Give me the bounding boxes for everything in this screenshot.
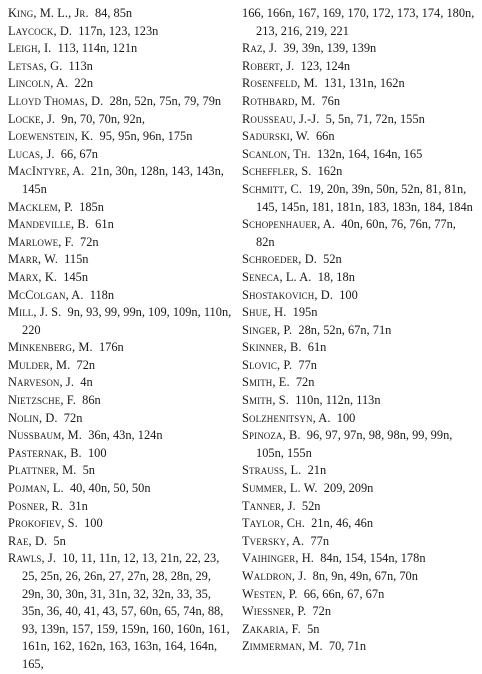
index-entry-pages: 118n: [89, 287, 115, 302]
index-entry-pages: 76n: [321, 93, 341, 108]
index-entry-pages: 100: [339, 287, 358, 302]
index-entry: [242, 621, 476, 639]
index-entry-pages: 22n: [74, 76, 94, 91]
index-entry: [242, 392, 476, 410]
index-entry: [8, 269, 234, 287]
index-entry-pages: 28n, 52n, 75n, 79, 79n: [109, 93, 222, 108]
index-entry-name: Zimmerman, M.: [242, 639, 323, 654]
index-entry-pages: 66n: [315, 129, 335, 144]
index-entry-pages: 209, 209n: [323, 481, 374, 496]
index-entry-name: Rothbard, M.: [242, 93, 316, 108]
index-entry: [242, 5, 476, 40]
index-entry-name: Plattner, M.: [8, 463, 77, 478]
index-entry-name: Taylor, Ch.: [242, 516, 305, 531]
index-entry-pages: 9n, 70, 70n, 92n,: [61, 111, 145, 126]
index-entry: [8, 480, 234, 498]
index-entry: [242, 251, 476, 269]
index-entry-name: Solzhenitsyn, A.: [242, 410, 331, 425]
index-entry-name: Laycock, D.: [8, 23, 73, 38]
index-entry-pages: 61n: [95, 217, 114, 232]
index-entry-pages: 9n, 93, 99, 99n, 109, 109n, 110n, 220: [22, 305, 232, 337]
index-entry: [8, 445, 234, 463]
index-entry-pages: 77n: [298, 357, 317, 372]
index-entry: [242, 638, 476, 656]
index-entry-name: Rawls, J.: [8, 551, 57, 566]
index-entry-pages: 72n: [295, 375, 315, 390]
index-entry-pages: 100: [84, 516, 103, 531]
index-entry-pages: 66, 67n: [60, 146, 98, 161]
index-entry: [242, 410, 476, 428]
index-entry-pages: 66, 66n, 67, 67n: [303, 586, 385, 601]
index-entry: [8, 304, 234, 339]
index-entry-pages: 84n, 154, 154n, 178n: [320, 551, 426, 566]
index-entry-pages: 4n: [80, 375, 93, 390]
index-entry-name: Prokofiev, S.: [8, 516, 78, 531]
index-entry-pages: 72n: [80, 234, 99, 249]
index-entry-pages: 96, 97, 97n, 98, 98n, 99, 99n, 105n, 155n: [256, 428, 453, 460]
index-entry: [8, 251, 234, 269]
index-entry-name: Waldron, J.: [242, 569, 307, 583]
index-entry-name: Tanner, J.: [242, 498, 296, 513]
index-entry: [8, 163, 234, 198]
index-entry-name: Pojman, L.: [8, 481, 64, 496]
index-entry-pages: 40, 40n, 50, 50n: [69, 481, 151, 496]
index-entry-name: Summer, L. W.: [242, 481, 318, 496]
index-entry-pages: 52n: [323, 252, 342, 267]
index-entry: [242, 427, 476, 462]
index-entry: [242, 58, 476, 76]
index-entry-name: Schopenhauer, A.: [242, 217, 336, 232]
index-entry-name: Smith, S.: [242, 393, 289, 408]
index-entry: [242, 339, 476, 357]
index-entry-name: Rosenfeld, M.: [242, 76, 318, 91]
index-entry-pages: 18, 18n: [317, 269, 355, 284]
index-entry: [8, 515, 234, 533]
index-entry: [242, 586, 476, 604]
index-entry-name: Marx, K.: [8, 269, 58, 284]
index-entry: [242, 304, 476, 322]
index-entry-name: Rae, D.: [8, 533, 48, 548]
index-entry-name: Slovic, P.: [242, 357, 293, 372]
index-entry-name: Mandeville, B.: [8, 217, 89, 232]
index-entry: [242, 462, 476, 480]
index-entry-pages: 132n, 164, 164n, 165: [316, 146, 423, 161]
index-entry: [8, 550, 234, 673]
index-entry-pages: 52n: [301, 498, 321, 513]
index-entry-name: Loewenstein, K.: [8, 129, 94, 144]
index-entry-name: Tversky, A.: [242, 533, 305, 548]
index-entry: [242, 216, 476, 251]
index-entry: [242, 374, 476, 392]
index-entry: [8, 23, 234, 41]
index-entry-name: Pasternak, B.: [8, 445, 82, 460]
index-entry-pages: 72n: [76, 357, 96, 372]
index-entry: [8, 146, 234, 164]
index-entry: [8, 40, 234, 58]
index-entry: [242, 40, 476, 58]
index-entry-name: Wiessner, P.: [242, 604, 307, 619]
index-entry: [8, 234, 234, 252]
index-entry-pages: 115n: [64, 252, 89, 267]
index-entry-name: Strauss, L.: [242, 463, 302, 478]
index-entry-pages: 95, 95n, 96n, 175n: [99, 129, 193, 144]
index-entry-pages: 100: [87, 445, 107, 460]
index-entry: [8, 533, 234, 551]
index-entry-pages: 185n: [79, 199, 104, 214]
index-entry-name: Raz, J.: [242, 41, 278, 56]
index-entry-pages: 72n: [312, 604, 332, 619]
index-entry-name: Nolin, D.: [8, 410, 58, 425]
index-entry-pages: 70, 71n: [328, 639, 367, 654]
index-entry: [8, 498, 234, 516]
index-column-right: [242, 5, 476, 656]
index-entry: [242, 287, 476, 305]
index-entry: [242, 550, 476, 568]
index-entry-name: Posner, R.: [8, 498, 63, 513]
index-entry: [8, 216, 234, 234]
index-entry: [8, 462, 234, 480]
index-entry-name: Spinoza, B.: [242, 428, 301, 443]
index-entry-name: Nussbaum, M.: [8, 428, 82, 443]
index-entry: [242, 128, 476, 146]
index-entry: [242, 93, 476, 111]
index-entry: [242, 75, 476, 93]
index-entry-name: Scheffler, S.: [242, 164, 312, 179]
index-entry-pages: 100: [336, 410, 356, 425]
index-entry: [242, 322, 476, 340]
index-entry: [242, 533, 476, 551]
index-entry: [8, 199, 234, 217]
index-entry-name: Marlowe, F.: [8, 234, 74, 249]
index-entry: [8, 339, 234, 357]
index-entry-name: Sadurski, W.: [242, 129, 310, 144]
index-entry-pages: 77n: [310, 533, 330, 548]
index-entry-name: Leigh, I.: [8, 41, 52, 56]
index-entry-pages: 72n: [63, 410, 83, 425]
index-entry-name: Singer, P.: [242, 322, 293, 337]
index-entry: [8, 5, 234, 23]
index-entry-pages: 5n: [53, 533, 66, 548]
index-entry-name: Scanlon, Th.: [242, 146, 311, 161]
index-entry: [242, 603, 476, 621]
index-entry-pages: 86n: [82, 393, 101, 408]
index-entry-name: Skinner, B.: [242, 340, 302, 355]
index-entry-pages: 162n: [317, 164, 343, 179]
index-entry: [242, 515, 476, 533]
index-entry: [242, 357, 476, 375]
index-entry-pages: 36n, 43n, 124n: [88, 428, 163, 443]
index-entry-pages: 39, 39n, 139, 139n: [283, 41, 377, 56]
index-entry-name: Shostakovich, D.: [242, 287, 334, 302]
index-column-left: [8, 5, 234, 674]
index-entry-name: Lucas, J.: [8, 146, 55, 161]
index-entry-name: Mill, J. S.: [8, 305, 62, 320]
index-entry-pages: 123, 124n: [300, 58, 351, 73]
index-entry-name: Marr, W.: [8, 252, 58, 267]
index-entry: [242, 111, 476, 129]
index-entry-pages: 21n, 46, 46n: [311, 516, 374, 531]
index-entry-name: Westen, P.: [242, 586, 298, 601]
index-entry-pages: 113n: [68, 58, 93, 73]
index-entry-name: Schmitt, C.: [242, 181, 303, 196]
index-entry-pages: 8n, 9n, 49n, 67n, 70n: [312, 569, 418, 583]
index-entry: [8, 75, 234, 93]
index-entry-name: Locke, J.: [8, 111, 56, 126]
index-entry-pages: 110n, 112n, 113n: [295, 393, 381, 408]
index-entry: [8, 287, 234, 305]
index-entry-pages: 61n: [307, 340, 327, 355]
index-entry: [242, 498, 476, 516]
index-entry-pages: 145n: [63, 269, 89, 284]
index-entry-pages: 28n, 52n, 67n, 71n: [298, 322, 392, 337]
index-entry-pages: 166, 166n, 167, 169, 170, 172, 173, 174, 180n, 213, 216, 219, 221: [242, 6, 475, 38]
index-entry: [8, 357, 234, 375]
index-entry-pages: 21n: [307, 463, 327, 478]
index-entry-pages: 113, 114n, 121n: [57, 41, 138, 56]
index-entry-name: Shue, H.: [242, 305, 287, 320]
index-entry: [242, 163, 476, 181]
index-entry-name: McColgan, A.: [8, 287, 84, 302]
index-entry-pages: 84, 85n: [94, 6, 133, 20]
index-entry-name: Mulder, M.: [8, 357, 71, 372]
index-entry-pages: 117n, 123, 123n: [78, 23, 159, 38]
index-entry-name: Narveson, J.: [8, 375, 75, 390]
index-entry-pages: 31n: [69, 498, 88, 513]
index-entry-pages: 40n, 60n, 76, 76n, 77n, 82n: [256, 217, 456, 249]
index-entry-pages: 21n, 30n, 128n, 143, 143n, 145n: [22, 164, 224, 196]
index-entry-pages: 19, 20n, 39n, 50n, 52n, 81, 81n, 145, 145n, 181, 181n, 183, 183n, 184, 184n: [256, 181, 473, 214]
index-entry-name: Rousseau, J.-J.: [242, 111, 320, 126]
index-entry-pages: 5n: [82, 463, 95, 478]
index-entry: [242, 568, 476, 586]
index-entry-name: Letsas, G.: [8, 58, 63, 73]
index-entry: [8, 58, 234, 76]
index-entry: [242, 146, 476, 164]
index-entry-name: Smith, E.: [242, 375, 290, 390]
index-entry-pages: 195n: [292, 305, 318, 320]
index-entry-name: Minkenberg, M.: [8, 340, 93, 355]
index-entry-pages: 5, 5n, 71, 72n, 155n: [325, 111, 425, 126]
index-entry-pages: 131, 131n, 162n: [324, 76, 405, 91]
index-entry-name: Lloyd Thomas, D.: [8, 93, 104, 108]
index-entry: [8, 427, 234, 445]
index-entry-name: Robert, J.: [242, 58, 295, 73]
index-entry: [242, 269, 476, 287]
index-entry-name: Seneca, L. A.: [242, 269, 312, 284]
index-entry: [8, 410, 234, 428]
index-entry: [8, 392, 234, 410]
index-entry: [8, 128, 234, 146]
index-entry-name: Schroeder, D.: [242, 252, 317, 267]
index-entry-name: Vaihinger, H.: [242, 551, 314, 566]
index-entry-name: Zakaria, F.: [242, 621, 301, 636]
index-entry: [8, 111, 234, 129]
index-entry-name: King, M. L., Jr.: [8, 6, 89, 20]
index-entry-name: MacIntyre, A.: [8, 164, 85, 179]
index-entry-name: Macklem, P.: [8, 199, 73, 214]
index-entry-pages: 5n: [307, 621, 320, 636]
index-entry-name: Nietzsche, F.: [8, 393, 76, 408]
index-entry: [242, 480, 476, 498]
index-entry: [8, 93, 234, 111]
index-entry: [242, 181, 476, 216]
index-entry: [8, 374, 234, 392]
index-entry-pages: 176n: [98, 340, 124, 355]
index-entry-pages: 10, 11, 11n, 12, 13, 21n, 22, 23, 25, 25n, 26, 26n, 27, 27n, 28, 28n, 29, 29n, 30, 30n, 31, 31n, 32, 32n, 33, 35, 35n, 36, 40, 41, 43, 57, 60n, 65, 74n, 88, 93, 139n, 157, 159, 159n, 160, 160n, 161, 161n, 162, 162n, 163, 163n, 164, 164n, 165,: [22, 551, 230, 671]
index-entry-name: Lincoln, A.: [8, 76, 69, 91]
